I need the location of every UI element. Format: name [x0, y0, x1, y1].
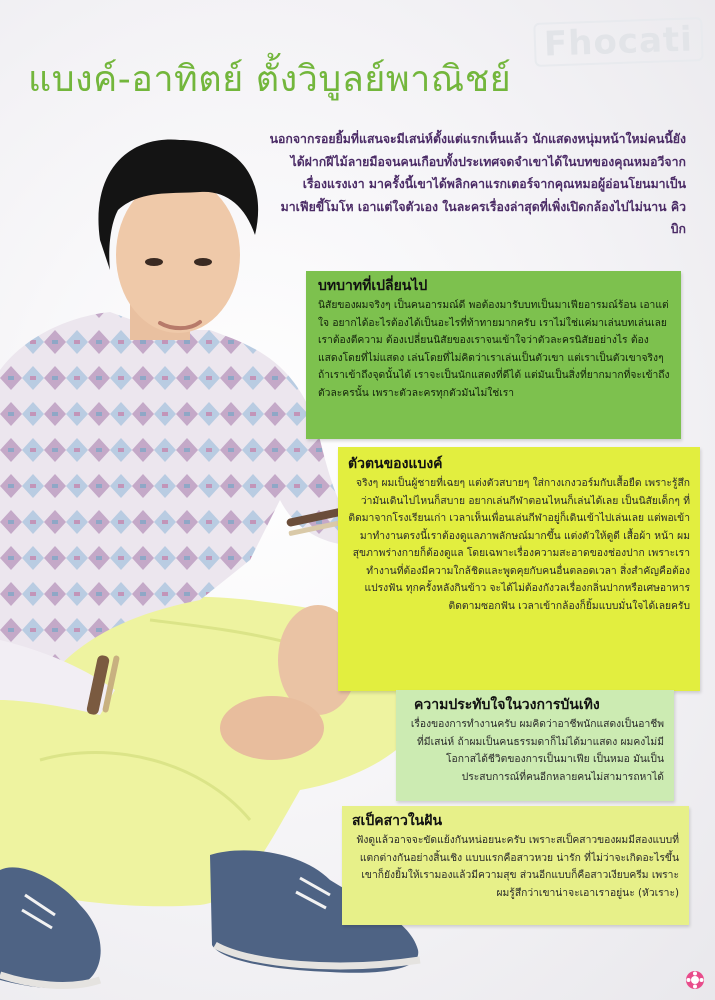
section-heading: บทบาทที่เปลี่ยนไป [318, 278, 428, 294]
section-heading: ความประทับใจในวงการบันเทิง [414, 697, 600, 713]
section-body: จริงๆ ผมเป็นผู้ชายที่เฉยๆ แต่งตัวสบายๆ ใส่กางเกงวอร์มกับเสื้อยืด เพราะรู้สึกว่ามันเดินไปไหนก็สบาย อยากเล่นกีฬาตอนไหนก็เล่นได้เลย เป็นนิสัยเด็กๆ ที่ติดมาจากโรงเรียนเก่า เวลาเห็นเพื่อนเล่นกีฬาอยู่ก็เดินเข้าไปเล่นเลย แต่พอเข้ามาทำงานตรงนี้เราต้องดูแลภาพลักษณ์มากขึ้น แต่งตัวให้ดูดี เสื้อผ้า หน้า ผม สุขภาพร่างกายก็ต้องดูแล โดยเฉพาะเรื่องความสะอาดของช่องปาก เพราะเราทำงานที่ต้องมีความใกล้ชิดและพูดคุยกับคนอื่นตลอดเวลา สิ่งสำคัญคือต้องแปรงฟัน ทุกครั้งหลังกินข้าว จะได้ไม่ต้องกังวลเรื่องกลิ่นปากหรือเศษอาหารติดตามซอกฟัน เวลาเข้ากล้องก็ยิ้มแบบมั่นใจได้เลยครับ [348, 477, 690, 612]
section-heading: สเป็คสาวในฝัน [352, 813, 443, 829]
section-box-impressions [396, 690, 674, 801]
article-title: แบงค์-อาทิตย์ ตั้งวิบูลย์พาณิชย์ [28, 59, 512, 100]
masthead-ghost-logo: Fhocati [533, 17, 703, 67]
section-body: ฟังดูแล้วอาจจะขัดแย้งกันหน่อยนะครับ เพราะสเป็คสาวของผมมีสองแบบที่แตกต่างกันอย่างสิ้นเชิง แบบแรกคือสาวหวย น่ารัก ที่ไม่ว่าจะเกิดอะไรขึ้นเขาก็ยังยิ้มให้เรามองแล้วมีความสุข ส่วนอีกแบบก็คือสาวเงียบครีม เพราะผมรู้สึกว่าเขาน่าจะเอาเราอยู่นะ (หัวเราะ) [356, 834, 679, 899]
face [116, 177, 240, 333]
section-box-true-self [338, 447, 700, 691]
section-body: นิสัยของผมจริงๆ เป็นคนอารมณ์ดี พอต้องมารับบทเป็นมาเฟียอารมณ์ร้อน เอาแต่ใจ อยากได้อะไรต้องได้เป็นอะไรที่ท้าทายมากครับ เราไม่ใช่แค่มาเล่นบทเล่นเลย เราต้องตีความ ต้องเปลี่ยนนิสัยของเราจนเข้าใจว่าตัวละครนิสัยอย่างไร ต้องแสดงโดยที่ไม่แสดง เล่นโดยที่ไม่คิดว่าเราเล่นเป็นตัวเขา แต่เราเป็นตัวเขาจริงๆ ถ้าเราเข้าถึงจุดนั้นได้ เราจะเป็นนักแสดงที่ดีได้ แต่มันเป็นสิ่งที่ยากมากที่จะเข้าถึงตัวละครนั้น เพราะตัวละครทุกตัวมันไม่ใช่เรา [318, 299, 670, 399]
section-body: เรื่องของการทำงานครับ ผมคิดว่าอาชีพนักแสดงเป็นอาชีพที่มีเสน่ห์ ถ้าผมเป็นคนธรรมดาก็ไม่ได้มาแสดง ผมคงไม่มีโอกาสได้ชีวิตของการเป็นมาเฟีย เป็นหมอ มันเป็นประสบการณ์ที่คนอีกหลายคนไม่สามารถหาได้ [410, 718, 664, 783]
section-box-dream-girl [342, 806, 689, 925]
section-box-changing-roles [306, 271, 681, 439]
intro-paragraph: นอกจากรอยยิ้มที่แสนจะมีเสน่ห์ตั้งแต่แรกเห็นแล้ว นักแสดงหนุ่มหน้าใหม่คนนี้ยังได้ฝากฝีไม้ลายมือจนคนเกือบทั้งประเทศจดจำเขาได้ในบทของคุณหมอวีจากเรื่องแรงเงา มาครั้งนี้เขาได้พลิกคาแรกเตอร์จากคุณหมอผู้อ่อนโยนมาเป็นมาเฟียขี้โมโห เอาแต่ใจตัวเอง ในละครเรื่องล่าสุดที่เพิ่งเปิดกล้องไปไม่นาน คิวบิก [269, 132, 686, 237]
section-heading: ตัวตนของแบงค์ [348, 456, 443, 472]
flower-logo-icon [685, 970, 705, 990]
left-hand [220, 696, 324, 760]
